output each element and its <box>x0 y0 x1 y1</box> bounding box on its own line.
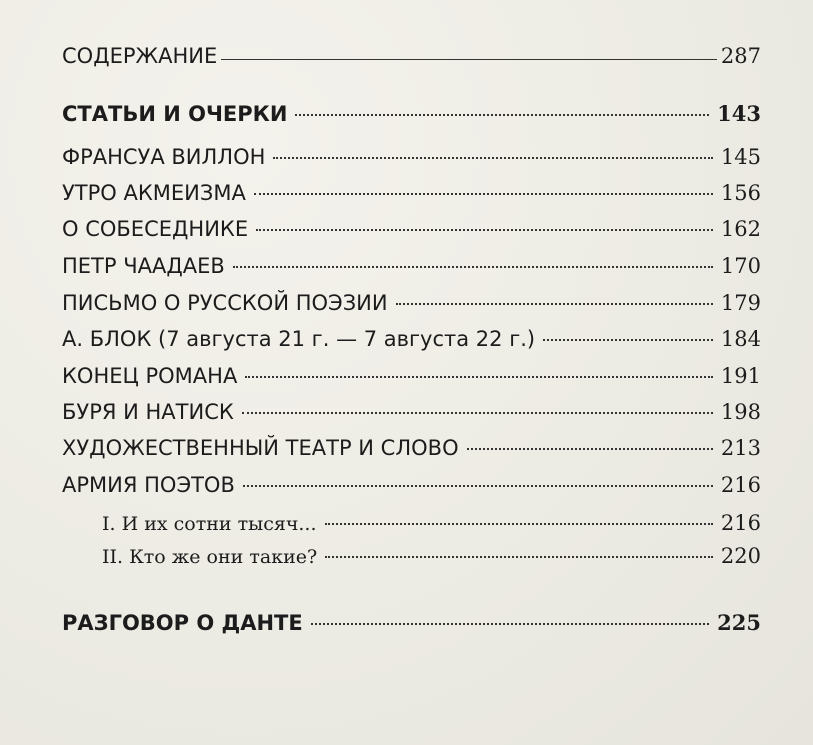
toc-subentry-title: I. И их сотни тысяч... <box>102 513 317 535</box>
toc-entry-page: 179 <box>720 291 761 315</box>
toc-entry-page: 198 <box>720 400 761 424</box>
toc-leader-dots <box>243 485 713 487</box>
toc-entry <box>62 145 761 169</box>
toc-contents-title: СОДЕРЖАНИЕ <box>62 44 218 68</box>
toc-leader-dots <box>256 229 713 231</box>
toc-entry <box>62 291 761 315</box>
toc-entry-title: БУРЯ И НАТИСК <box>62 400 234 424</box>
toc-entry-page: 184 <box>720 327 761 351</box>
toc-contents-page: 287 <box>720 44 761 68</box>
toc-subentry-page: 216 <box>720 511 761 535</box>
toc-leader-dots <box>543 339 713 341</box>
toc-entry-title: А. БЛОК (7 августа 21 г. — 7 августа 22 г.) <box>62 327 536 351</box>
toc-section-row <box>62 101 761 126</box>
toc-leader-dots <box>396 303 713 305</box>
toc-contents-row <box>62 44 761 68</box>
toc-subentry <box>102 544 761 568</box>
toc-entry <box>62 473 761 497</box>
toc-leader-dots <box>325 556 713 558</box>
toc-leader-dots <box>245 376 713 378</box>
toc-leader-dots <box>325 523 713 525</box>
toc-final-title: РАЗГОВОР О ДАНТЕ <box>62 611 303 635</box>
toc-entry <box>62 364 761 388</box>
toc-entry <box>62 400 761 424</box>
toc-entry-page: 156 <box>720 181 761 205</box>
toc-entry-title: ПИСЬМО О РУССКОЙ ПОЭЗИИ <box>62 291 388 315</box>
toc-entry <box>62 254 761 278</box>
toc-leader-dots <box>311 623 709 625</box>
toc-entry <box>62 217 761 241</box>
toc-entry-page: 216 <box>720 473 761 497</box>
toc-entry-page: 191 <box>720 364 761 388</box>
toc-final-page: 225 <box>717 610 761 635</box>
toc-entry <box>62 327 761 351</box>
toc-entry <box>62 436 761 460</box>
toc-entry-title: ФРАНСУА ВИЛЛОН <box>62 145 266 169</box>
toc-entry-title: АРМИЯ ПОЭТОВ <box>62 473 235 497</box>
toc-entry-title: О СОБЕСЕДНИКЕ <box>62 217 249 241</box>
toc-leader-dots <box>242 412 713 414</box>
toc-entry-page: 170 <box>720 254 761 278</box>
toc-leader-dots <box>295 114 709 116</box>
toc-entry-title: КОНЕЦ РОМАНА <box>62 364 238 388</box>
toc-subentry-page: 220 <box>720 544 761 568</box>
toc-entry-title: ХУДОЖЕСТВЕННЫЙ ТЕАТР И СЛОВО <box>62 436 459 460</box>
toc-subentry <box>102 511 761 535</box>
toc-entry <box>62 181 761 205</box>
toc-leader-dots <box>233 266 713 268</box>
toc-leader-line <box>221 59 717 60</box>
toc-leader-dots <box>467 448 713 450</box>
toc-entry-title: УТРО АКМЕИЗМА <box>62 181 246 205</box>
toc-section-title: СТАТЬИ И ОЧЕРКИ <box>62 102 288 126</box>
toc-entry-page: 145 <box>720 145 761 169</box>
toc-entry-page: 213 <box>720 436 761 460</box>
toc-entry-page: 162 <box>720 217 761 241</box>
toc-leader-dots <box>254 193 713 195</box>
toc-entry-title: ПЕТР ЧААДАЕВ <box>62 254 225 278</box>
toc-section-page: 143 <box>717 101 761 126</box>
toc-final-row <box>62 610 761 635</box>
toc-subentry-title: II. Кто же они такие? <box>102 546 318 568</box>
toc-leader-dots <box>273 157 712 159</box>
